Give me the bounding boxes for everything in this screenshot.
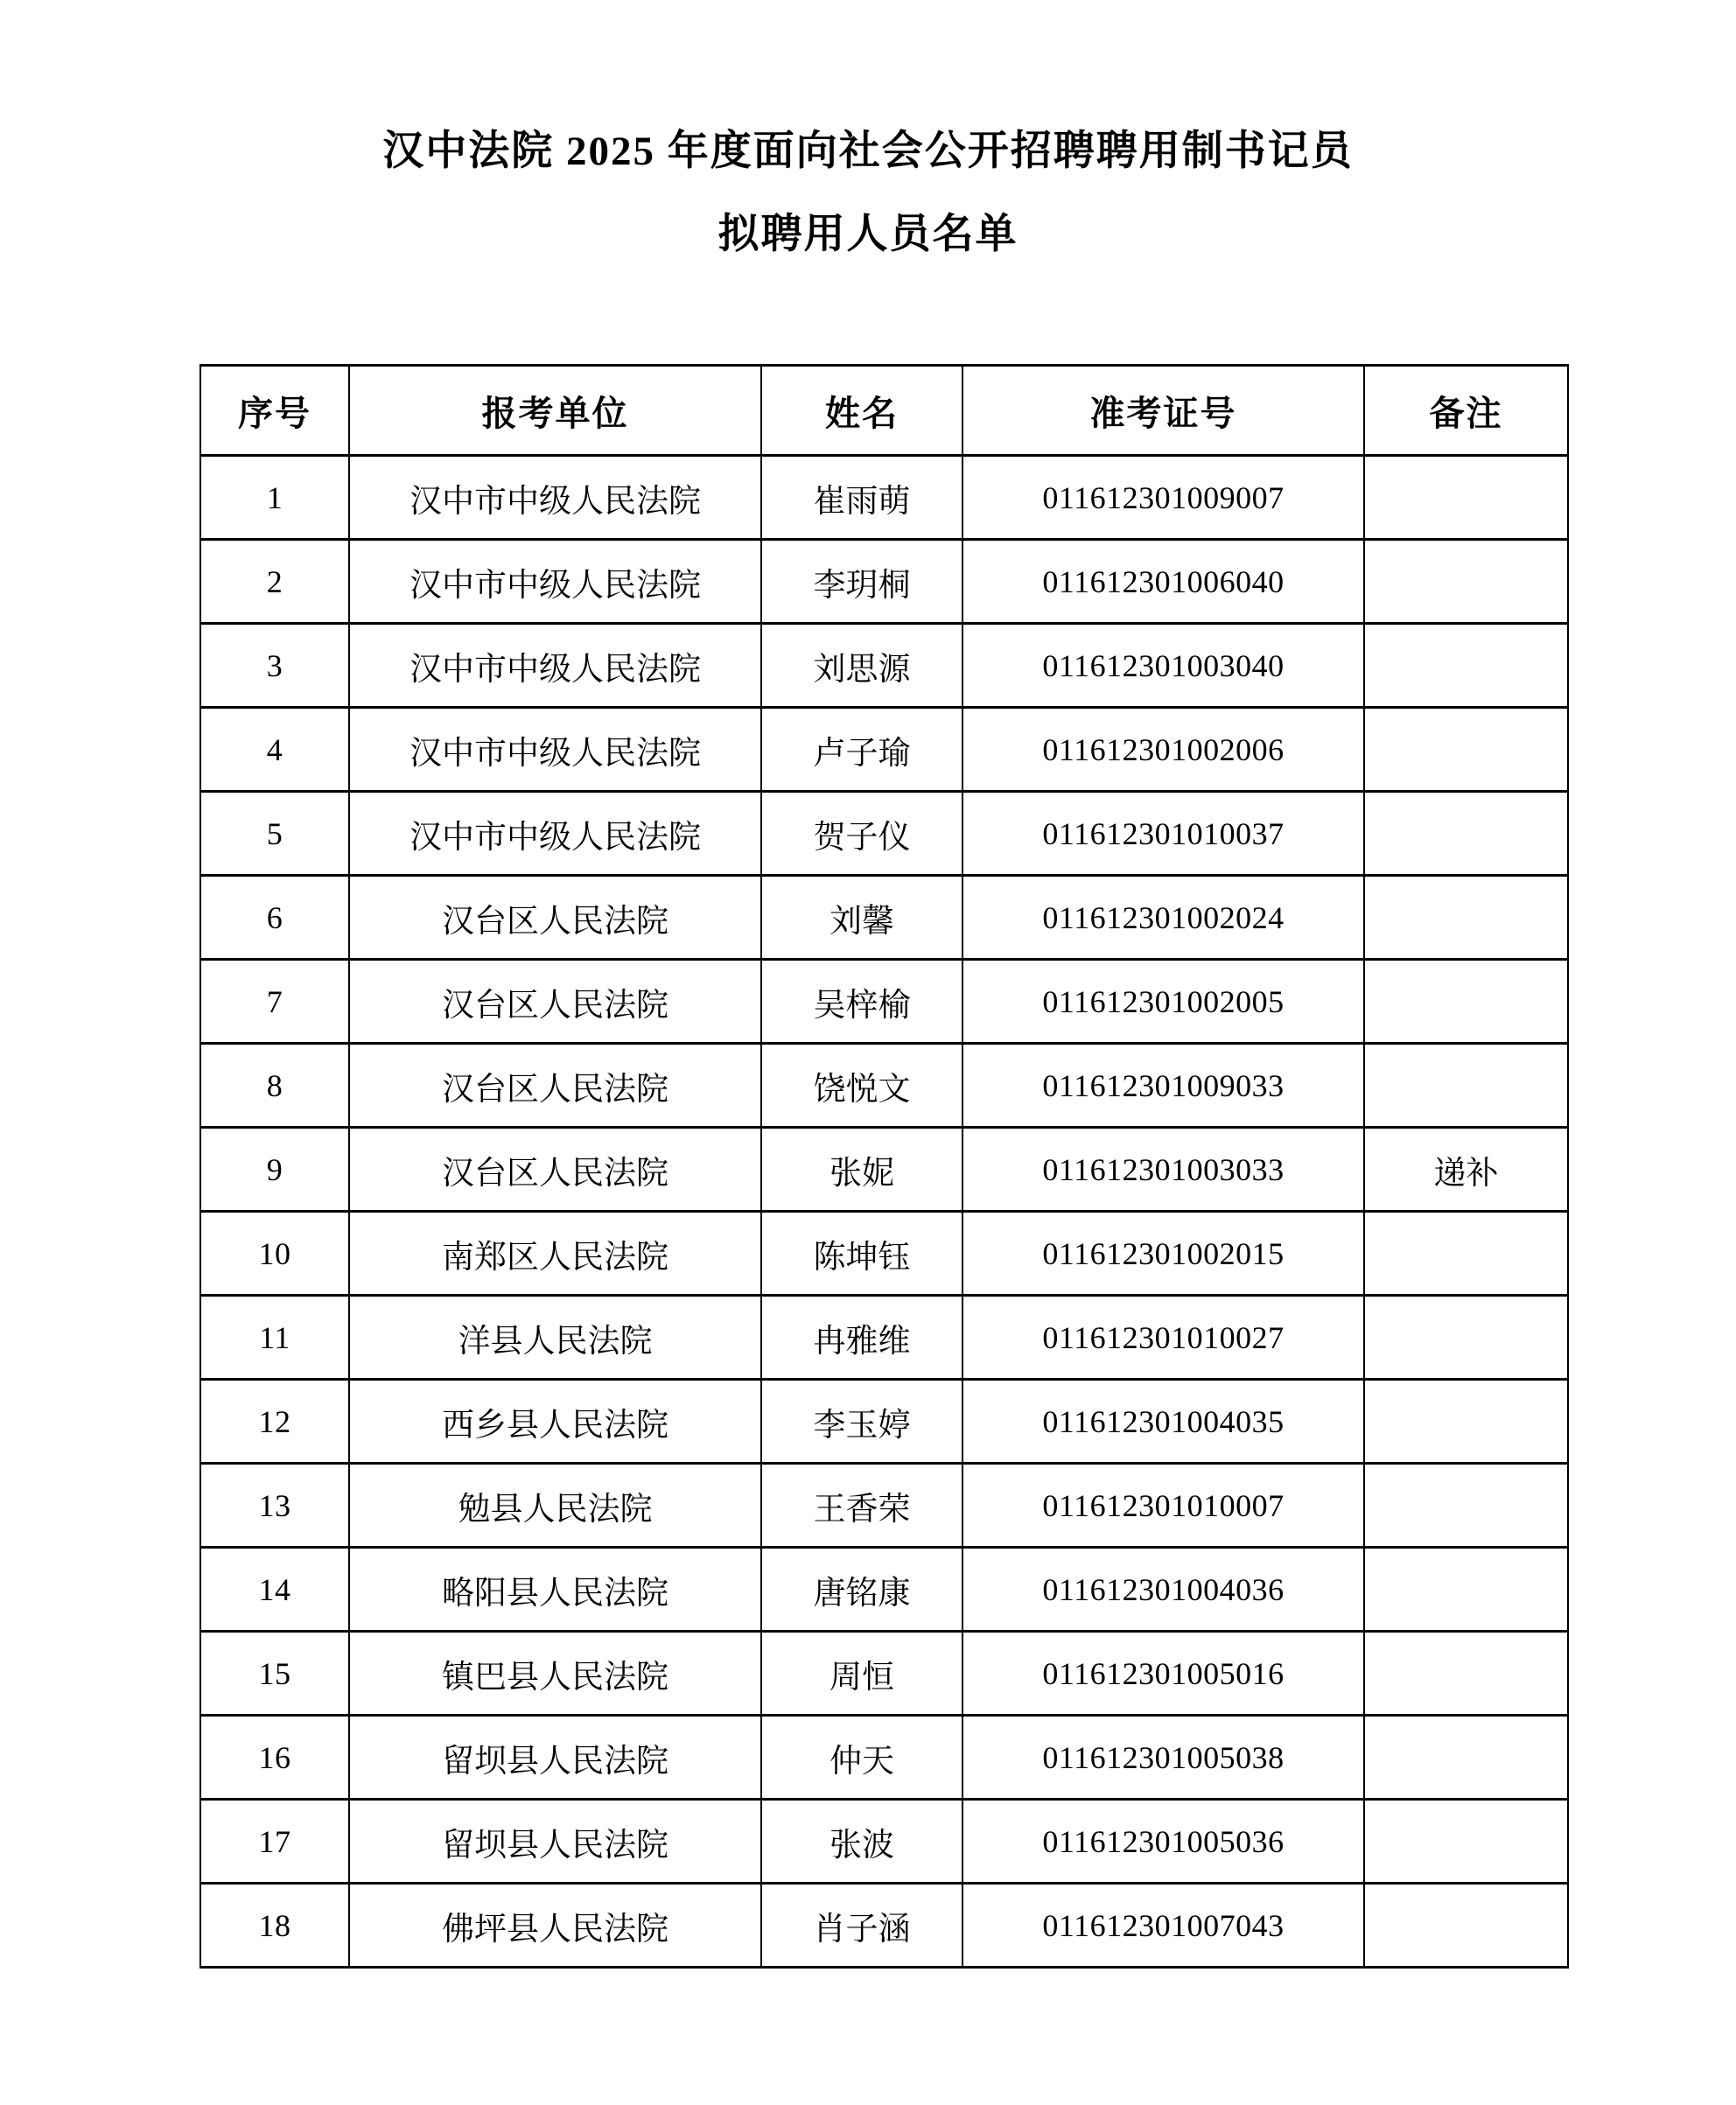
cell-unit: 汉中市中级人民法院 <box>349 708 761 792</box>
cell-name: 吴梓榆 <box>761 960 962 1044</box>
cell-note <box>1364 1464 1568 1548</box>
cell-ticket: 011612301010027 <box>962 1296 1364 1380</box>
cell-note <box>1364 1548 1568 1632</box>
cell-name: 张波 <box>761 1800 962 1884</box>
cell-note <box>1364 624 1568 708</box>
cell-ticket: 011612301003040 <box>962 624 1364 708</box>
table-row <box>200 876 1568 960</box>
cell-index: 3 <box>200 624 349 708</box>
cell-index: 17 <box>200 1800 349 1884</box>
cell-ticket: 011612301009007 <box>962 456 1364 540</box>
cell-index: 2 <box>200 540 349 624</box>
cell-index: 14 <box>200 1548 349 1632</box>
cell-name: 肖子涵 <box>761 1884 962 1968</box>
cell-unit: 勉县人民法院 <box>349 1464 761 1548</box>
cell-ticket: 011612301004035 <box>962 1380 1364 1464</box>
table-body <box>200 456 1568 1968</box>
cell-note <box>1364 708 1568 792</box>
cell-index: 6 <box>200 876 349 960</box>
cell-note <box>1364 1044 1568 1128</box>
cell-note <box>1364 1884 1568 1968</box>
cell-name: 饶悦文 <box>761 1044 962 1128</box>
table-row <box>200 1716 1568 1800</box>
cell-unit: 镇巴县人民法院 <box>349 1632 761 1716</box>
table-row <box>200 1212 1568 1296</box>
cell-ticket: 011612301006040 <box>962 540 1364 624</box>
cell-ticket: 011612301010007 <box>962 1464 1364 1548</box>
cell-unit: 佛坪县人民法院 <box>349 1884 761 1968</box>
cell-name: 刘思源 <box>761 624 962 708</box>
cell-name: 周恒 <box>761 1632 962 1716</box>
cell-index: 1 <box>200 456 349 540</box>
cell-index: 13 <box>200 1464 349 1548</box>
cell-unit: 汉中市中级人民法院 <box>349 540 761 624</box>
cell-unit: 汉中市中级人民法院 <box>349 792 761 876</box>
table-row <box>200 1632 1568 1716</box>
cell-unit: 留坝县人民法院 <box>349 1800 761 1884</box>
table-row <box>200 1128 1568 1212</box>
cell-note <box>1364 792 1568 876</box>
cell-unit: 汉中市中级人民法院 <box>349 456 761 540</box>
column-header-index: 序号 <box>200 366 349 456</box>
table-row <box>200 960 1568 1044</box>
cell-name: 崔雨萌 <box>761 456 962 540</box>
column-header-note: 备注 <box>1364 366 1568 456</box>
cell-index: 18 <box>200 1884 349 1968</box>
cell-note: 递补 <box>1364 1128 1568 1212</box>
cell-note <box>1364 456 1568 540</box>
cell-unit: 略阳县人民法院 <box>349 1548 761 1632</box>
cell-name: 刘馨 <box>761 876 962 960</box>
cell-note <box>1364 1212 1568 1296</box>
cell-ticket: 011612301005036 <box>962 1800 1364 1884</box>
cell-name: 陈坤钰 <box>761 1212 962 1296</box>
table-row <box>200 1380 1568 1464</box>
column-header-unit: 报考单位 <box>349 366 761 456</box>
hire-list-table <box>200 364 1569 1969</box>
table-row <box>200 1548 1568 1632</box>
table-row <box>200 1800 1568 1884</box>
cell-index: 8 <box>200 1044 349 1128</box>
cell-unit: 汉台区人民法院 <box>349 1044 761 1128</box>
cell-name: 王香荣 <box>761 1464 962 1548</box>
cell-note <box>1364 1716 1568 1800</box>
cell-ticket: 011612301010037 <box>962 792 1364 876</box>
cell-ticket: 011612301005016 <box>962 1632 1364 1716</box>
cell-index: 7 <box>200 960 349 1044</box>
cell-index: 16 <box>200 1716 349 1800</box>
cell-unit: 汉台区人民法院 <box>349 876 761 960</box>
table-row <box>200 624 1568 708</box>
cell-name: 冉雅维 <box>761 1296 962 1380</box>
table-row <box>200 456 1568 540</box>
document-title-line2: 拟聘用人员名单 <box>718 212 1018 257</box>
cell-unit: 西乡县人民法院 <box>349 1380 761 1464</box>
cell-ticket: 011612301004036 <box>962 1548 1364 1632</box>
cell-index: 5 <box>200 792 349 876</box>
cell-unit: 留坝县人民法院 <box>349 1716 761 1800</box>
column-header-name: 姓名 <box>761 366 962 456</box>
cell-name: 唐铭康 <box>761 1548 962 1632</box>
cell-name: 张妮 <box>761 1128 962 1212</box>
column-header-ticket: 准考证号 <box>962 366 1364 456</box>
document-title-line1: 汉中法院 2025 年度面向社会公开招聘聘用制书记员 <box>382 129 1354 174</box>
cell-note <box>1364 1380 1568 1464</box>
cell-note <box>1364 540 1568 624</box>
cell-index: 10 <box>200 1212 349 1296</box>
table-row <box>200 1464 1568 1548</box>
cell-ticket: 011612301007043 <box>962 1884 1364 1968</box>
cell-ticket: 011612301002024 <box>962 876 1364 960</box>
cell-unit: 洋县人民法院 <box>349 1296 761 1380</box>
cell-name: 李玉婷 <box>761 1380 962 1464</box>
cell-unit: 汉中市中级人民法院 <box>349 624 761 708</box>
table-row <box>200 1044 1568 1128</box>
cell-note <box>1364 876 1568 960</box>
table-row <box>200 540 1568 624</box>
cell-ticket: 011612301002006 <box>962 708 1364 792</box>
cell-ticket: 011612301002015 <box>962 1212 1364 1296</box>
table-row <box>200 1884 1568 1968</box>
table-row <box>200 792 1568 876</box>
cell-index: 4 <box>200 708 349 792</box>
cell-index: 12 <box>200 1380 349 1464</box>
table-row <box>200 1296 1568 1380</box>
cell-note <box>1364 1632 1568 1716</box>
cell-ticket: 011612301005038 <box>962 1716 1364 1800</box>
table-row <box>200 708 1568 792</box>
cell-unit: 南郑区人民法院 <box>349 1212 761 1296</box>
table-header-row <box>200 366 1568 456</box>
cell-name: 李玥桐 <box>761 540 962 624</box>
cell-name: 仲天 <box>761 1716 962 1800</box>
cell-name: 卢子瑜 <box>761 708 962 792</box>
cell-note <box>1364 960 1568 1044</box>
cell-note <box>1364 1296 1568 1380</box>
cell-name: 贺子仪 <box>761 792 962 876</box>
cell-unit: 汉台区人民法院 <box>349 1128 761 1212</box>
cell-ticket: 011612301003033 <box>962 1128 1364 1212</box>
cell-index: 9 <box>200 1128 349 1212</box>
cell-note <box>1364 1800 1568 1884</box>
cell-unit: 汉台区人民法院 <box>349 960 761 1044</box>
cell-index: 15 <box>200 1632 349 1716</box>
cell-ticket: 011612301002005 <box>962 960 1364 1044</box>
cell-ticket: 011612301009033 <box>962 1044 1364 1128</box>
cell-index: 11 <box>200 1296 349 1380</box>
